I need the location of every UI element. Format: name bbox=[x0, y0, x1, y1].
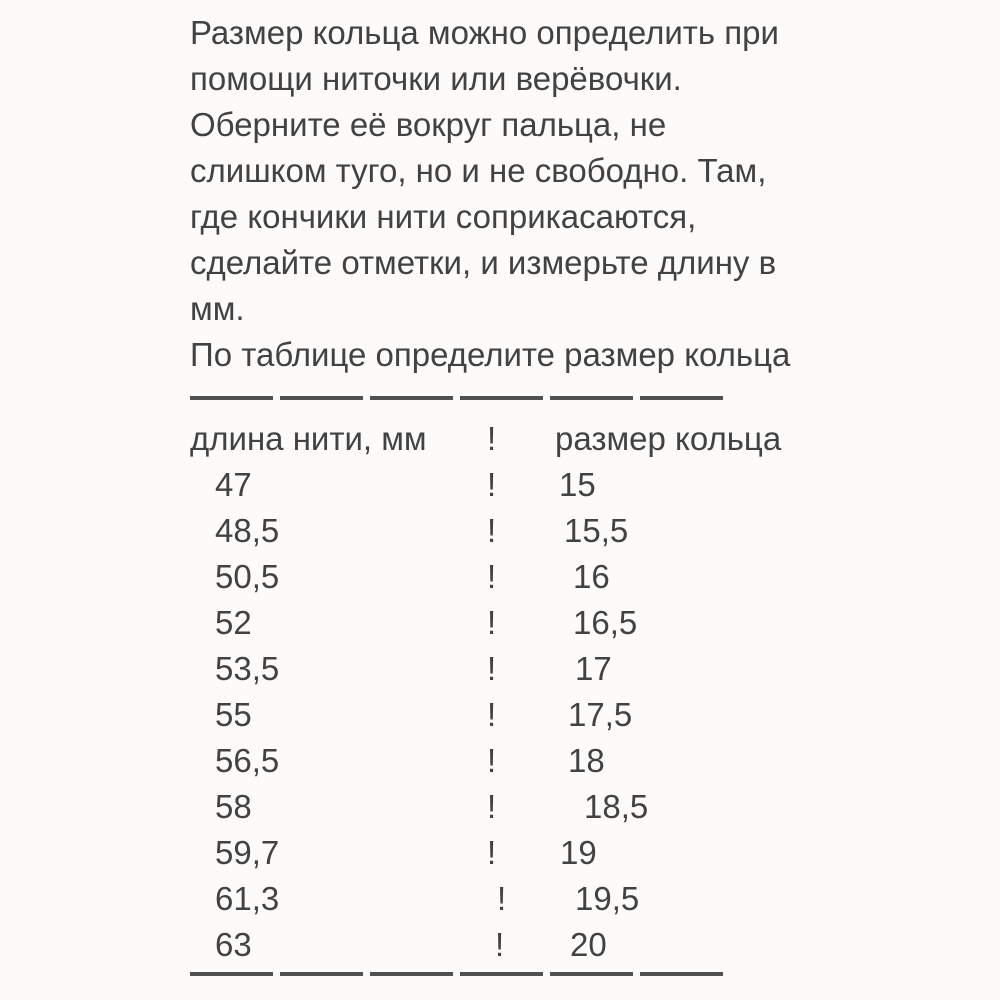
cell-separator: ! bbox=[487, 834, 497, 871]
cell-thread-length: 58 bbox=[215, 788, 252, 825]
header-separator: ! bbox=[487, 420, 497, 457]
table-header-row bbox=[190, 416, 1000, 462]
intro-line: где кончики нити соприкасаются, bbox=[190, 198, 697, 235]
cell-separator: ! bbox=[487, 696, 497, 733]
cell-thread-length: 47 bbox=[215, 466, 252, 503]
cell-thread-length: 53,5 bbox=[215, 650, 280, 687]
header-thread-length: длина нити, мм bbox=[190, 420, 427, 457]
cell-separator: ! bbox=[487, 604, 497, 641]
table-row bbox=[190, 738, 1000, 784]
intro-line: Размер кольца можно определить при bbox=[190, 14, 779, 51]
table-row bbox=[190, 830, 1000, 876]
cell-thread-length: 55 bbox=[215, 696, 252, 733]
intro-line: мм. bbox=[190, 290, 245, 327]
intro-line: сделайте отметки, и измерьте длину в bbox=[190, 244, 777, 281]
intro-line: слишком туго, но и не свободно. Там, bbox=[190, 152, 767, 189]
table-row bbox=[190, 600, 1000, 646]
dashed-divider-top bbox=[190, 396, 730, 400]
cell-thread-length: 59,7 bbox=[215, 834, 280, 871]
cell-thread-length: 50,5 bbox=[215, 558, 280, 595]
table-row bbox=[190, 508, 1000, 554]
cell-separator: ! bbox=[487, 650, 497, 687]
dashed-divider-bottom bbox=[190, 972, 730, 976]
cell-ring-size: 15 bbox=[559, 466, 596, 503]
cell-separator: ! bbox=[495, 926, 505, 963]
intro-line: помощи ниточки или верёвочки. bbox=[190, 60, 682, 97]
intro-line: Оберните её вокруг пальца, не bbox=[190, 106, 667, 143]
cell-ring-size: 19,5 bbox=[575, 880, 640, 917]
cell-separator: ! bbox=[487, 742, 497, 779]
cell-separator: ! bbox=[487, 466, 497, 503]
cell-ring-size: 18 bbox=[568, 742, 605, 779]
table-row bbox=[190, 692, 1000, 738]
cell-ring-size: 19 bbox=[560, 834, 597, 871]
cell-ring-size: 16 bbox=[573, 558, 610, 595]
cell-separator: ! bbox=[487, 512, 497, 549]
cell-thread-length: 52 bbox=[215, 604, 252, 641]
table-row bbox=[190, 784, 1000, 830]
cell-ring-size: 16,5 bbox=[573, 604, 638, 641]
cell-separator: ! bbox=[487, 558, 497, 595]
cell-separator: ! bbox=[487, 788, 497, 825]
table-row bbox=[190, 876, 1000, 922]
cell-ring-size: 17,5 bbox=[568, 696, 633, 733]
header-ring-size: размер кольца bbox=[555, 420, 782, 457]
cell-thread-length: 56,5 bbox=[215, 742, 280, 779]
cell-thread-length: 61,3 bbox=[215, 880, 280, 917]
table-row bbox=[190, 462, 1000, 508]
cell-ring-size: 15,5 bbox=[564, 512, 629, 549]
cell-ring-size: 18,5 bbox=[584, 788, 649, 825]
table-row bbox=[190, 554, 1000, 600]
ring-size-table bbox=[190, 416, 1000, 968]
cell-ring-size: 20 bbox=[570, 926, 607, 963]
cell-ring-size: 17 bbox=[575, 650, 612, 687]
cell-separator: ! bbox=[497, 880, 507, 917]
intro-paragraph bbox=[190, 10, 1000, 378]
cell-thread-length: 48,5 bbox=[215, 512, 280, 549]
cell-thread-length: 63 bbox=[215, 926, 252, 963]
table-row bbox=[190, 922, 1000, 968]
table-row bbox=[190, 646, 1000, 692]
table-hint: По таблице определите размер кольца bbox=[190, 336, 791, 373]
